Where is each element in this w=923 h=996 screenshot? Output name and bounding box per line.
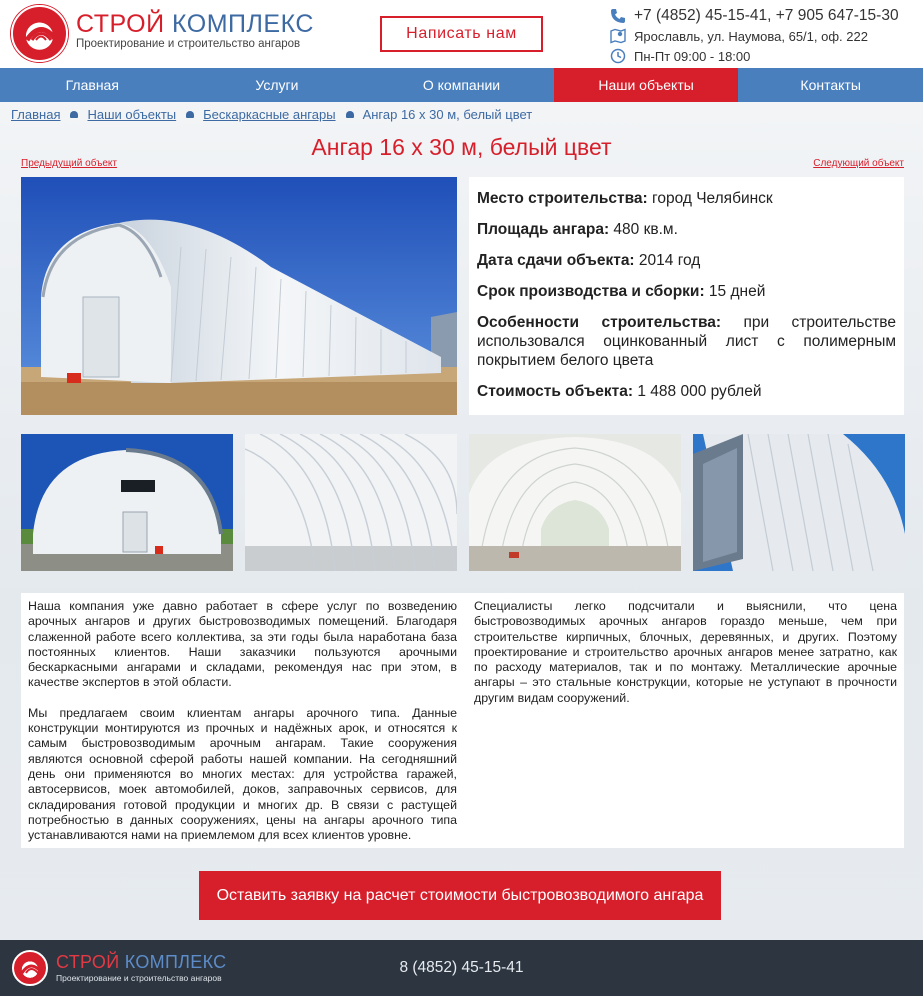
breadcrumb	[11, 107, 532, 122]
description-paragraph: Наша компания уже давно работает в сфере услуг по возведению арочных ангаров и других быстровозводимых помещений. Благодаря слаженной работе всего коллектива, за эти годы была наработана база постоянных клиентов. Наши заказчики пользуются арочными бескаркасными ангарами и складами, рекомендуя нас при этом, в качестве экспертов в этой области.	[28, 599, 457, 690]
page-title: Ангар 16 x 30 м, белый цвет	[311, 134, 612, 160]
nav-item-contacts[interactable]: Контакты	[800, 77, 861, 93]
info-date	[477, 251, 896, 270]
site-header	[0, 0, 923, 68]
info-features-label: Особенности строительства:	[477, 314, 722, 331]
info-cost-value: 1 488 000 рублей	[633, 383, 762, 400]
info-area-value: 480 кв.м.	[609, 221, 678, 238]
brand-title-part1: СТРОЙ	[76, 10, 165, 38]
info-area-label: Площадь ангара:	[477, 221, 610, 238]
hours-row	[610, 46, 915, 66]
info-cost-label: Стоимость объекта:	[477, 383, 634, 400]
info-features-value: при строительстве использовался оцинкованный лист с полимерным покрытием белого цвета	[477, 314, 896, 369]
brand-title-part2: КОМПЛЕКС	[172, 10, 314, 38]
footer-tagline: Проектирование и строительство ангаров	[56, 973, 222, 983]
breadcrumb-home[interactable]: Главная	[11, 107, 61, 122]
info-date-label: Дата сдачи объекта:	[477, 252, 635, 269]
nav-item-home[interactable]: Главная	[65, 77, 119, 93]
header-hours: Пн-Пт 09:00 - 18:00	[634, 48, 751, 64]
brand-block[interactable]	[76, 10, 314, 50]
info-area	[477, 220, 896, 239]
breadcrumb-current: Ангар 16 x 30 м, белый цвет	[362, 107, 533, 122]
brand-tagline: Проектирование и строительство ангаров	[76, 38, 301, 50]
clock-icon	[610, 48, 626, 64]
nav-item-objects[interactable]: Наши объекты	[554, 68, 739, 102]
description-panel	[21, 593, 904, 848]
footer-phone[interactable]: 8 (4852) 45-15-41	[399, 959, 524, 976]
header-phones[interactable]: +7 (4852) 45-15-41, +7 905 647-15-30	[634, 7, 899, 24]
gallery-thumbnail[interactable]	[21, 434, 233, 571]
header-address: Ярославль, ул. Наумова, 65/1, оф. 222	[634, 28, 868, 44]
info-term-value: 15 дней	[704, 283, 766, 300]
info-term	[477, 282, 896, 301]
breadcrumb-separator-icon	[346, 111, 354, 118]
brand-title	[76, 10, 314, 38]
nav-item-services[interactable]: Услуги	[255, 77, 299, 93]
object-info-panel	[469, 177, 904, 415]
main-hangar-photo[interactable]	[21, 177, 457, 415]
description-right-column	[474, 599, 897, 706]
breadcrumb-objects[interactable]: Наши объекты	[87, 107, 177, 122]
info-term-label: Срок производства и сборки:	[477, 283, 705, 300]
header-contacts	[610, 6, 915, 66]
gallery-thumbnail[interactable]	[469, 434, 681, 571]
info-date-value: 2014 год	[634, 252, 701, 269]
request-quote-button[interactable]: Оставить заявку на расчет стоимости быстровозводимого ангара	[199, 871, 721, 920]
breadcrumb-category[interactable]: Бескаркасные ангары	[203, 107, 336, 122]
info-features	[477, 313, 896, 370]
company-logo-icon[interactable]	[11, 5, 68, 62]
footer-brand-part1: СТРОЙ	[56, 952, 120, 972]
info-location-value: город Челябинск	[647, 190, 773, 207]
info-location	[477, 189, 896, 208]
next-object-link[interactable]: Следующий объект	[813, 158, 904, 169]
gallery-thumbnail[interactable]	[245, 434, 457, 571]
main-nav	[0, 68, 923, 102]
breadcrumb-separator-icon	[70, 111, 78, 118]
address-row	[610, 26, 915, 46]
phone-icon	[610, 8, 626, 24]
description-left-column	[28, 599, 457, 843]
phone-row	[610, 6, 915, 26]
write-us-button[interactable]: Написать нам	[380, 16, 543, 52]
description-paragraph: Мы предлагаем своим клиентам ангары арочного типа. Данные конструкции монтируются из прочных и надёжных арок, и относятся к самым быстровозводимым арочным ангарам. Такие сооружения являются основной сферой работы нашей компании. На сегодняшний день они применяются во многих местах: для устройства гаражей, автосервисов, моек автомобилей, доков, заправочных сервисов, для складирования готовой продукции и многих др. В связи с растущей потребностью в данных сооружениях, цены на ангары арочного типа устанавливаются нами на приемлемом для всех клиентов уровне.	[28, 705, 457, 843]
breadcrumb-separator-icon	[186, 111, 194, 118]
footer-brand-part2: КОМПЛЕКС	[124, 952, 227, 972]
previous-object-link[interactable]: Предыдущий объект	[21, 158, 117, 169]
gallery-thumbnail[interactable]	[693, 434, 905, 571]
info-location-label: Место строительства:	[477, 190, 648, 207]
site-footer	[0, 940, 923, 996]
description-paragraph: Специалисты легко подсчитали и выяснили, что цена быстровозводимых арочных ангаров гораздо меньше, чем при строительстве кирпичных, блочных, деревянных, и других. Поэтому проектирование и строительство арочных ангаров менее затратно, как по расходу материалов, так и по монтажу. Металлические арочные ангары – это стальные конструкции, которые не уступают в прочности другим видам сооружений.	[474, 599, 897, 705]
map-pin-icon	[610, 28, 626, 44]
nav-item-about[interactable]: О компании	[422, 77, 501, 93]
info-cost	[477, 382, 896, 401]
